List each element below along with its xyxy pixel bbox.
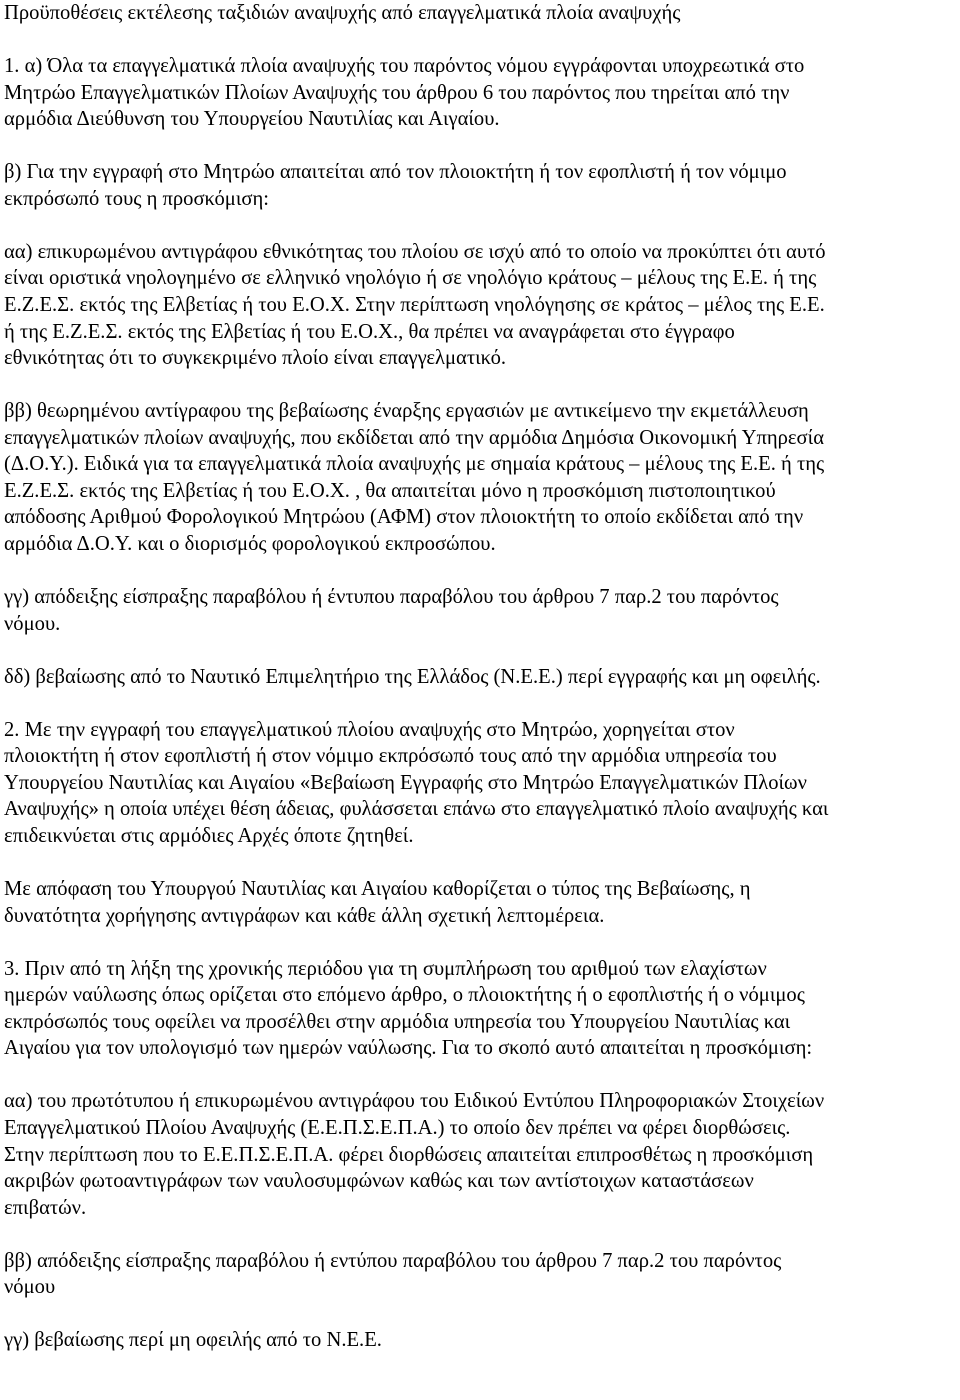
paragraph-dd: [4, 664, 956, 691]
text-line: εκπρόσωπό τους η προσκόμιση:: [4, 187, 269, 210]
text-line: ημερών ναύλωσης όπως ορίζεται στο επόμενο άρθρο, ο πλοιοκτήτης ή ο εφοπλιστής ή ο νόμιμος: [4, 984, 805, 1007]
text-line: εθνικότητας ότι το συγκεκριμένο πλοίο είναι επαγγελματικό.: [4, 347, 507, 370]
text-line: απόδοσης Αριθμού Φορολογικού Μητρώου (ΑΦΜ) στον πλοιοκτήτη το οποίο εκδίδεται από την: [4, 506, 804, 529]
text-line: Με απόφαση του Υπουργού Ναυτιλίας και Αιγαίου καθορίζεται ο τύπος της Βεβαίωσης, η: [4, 877, 751, 900]
text-line: Ε.Ζ.Ε.Σ. εκτός της Ελβετίας ή του Ε.Ο.Χ. , θα απαιτείται μόνο η προσκόμιση πιστοποιητικού: [4, 479, 776, 502]
text-line: νόμου.: [4, 612, 61, 635]
text-line: Υπουργείου Ναυτιλίας και Αιγαίου «Βεβαίωση Εγγραφής στο Μητρώο Επαγγελματικών Πλοίων: [4, 771, 807, 794]
paragraph-3: [4, 956, 956, 1062]
text-line: πλοιοκτήτη ή στον εφοπλιστή ή στον νόμιμο εκπρόσωπό τους από την αρμόδια υπηρεσία του: [4, 745, 777, 768]
paragraph-3-gg: [4, 1327, 956, 1354]
paragraph-gap: [4, 558, 956, 584]
paragraph-gap: [4, 850, 956, 876]
text-line: ή της Ε.Ζ.Ε.Σ. εκτός της Ελβετίας ή του Ε.Ο.Χ., θα πρέπει να αναγράφεται στο έγγραφο: [4, 320, 735, 343]
text-line: Επαγγελματικού Πλοίου Αναψυχής (Ε.Ε.Π.Σ.Ε.Π.Α.) το οποίο δεν πρέπει να φέρει διορθώσεις.: [4, 1116, 791, 1139]
text-line: 1. α) Όλα τα επαγγελματικά πλοία αναψυχής του παρόντος νόμου εγγράφονται υποχρεωτικά στο: [4, 54, 805, 77]
text-line: β) Για την εγγραφή στο Μητρώο απαιτείται από τον πλοιοκτήτη ή τον εφοπλιστή ή τον νόμιμο: [4, 161, 787, 184]
paragraph-3-bb: [4, 1248, 956, 1301]
text-line: επιδεικνύεται στις αρμόδιες Αρχές όποτε ζητηθεί.: [4, 824, 414, 847]
text-line: Στην περίπτωση που το Ε.Ε.Π.Σ.Ε.Π.Α. φέρει διορθώσεις απαιτείται επιπροσθέτως η προσκόμιση: [4, 1143, 814, 1166]
paragraph-gap: [4, 212, 956, 238]
paragraph-gap: [4, 929, 956, 955]
paragraph-decision: [4, 876, 956, 929]
document-page: [4, 0, 956, 1354]
text-line: δυνατότητα χορήγησης αντιγράφων και κάθε άλλη σχετική λεπτομέρεια.: [4, 904, 605, 927]
paragraph-gap: [4, 133, 956, 159]
text-line: 2. Με την εγγραφή του επαγγελματικού πλοίου αναψυχής στο Μητρώο, χορηγείται στον: [4, 718, 735, 741]
paragraph-gap: [4, 1301, 956, 1327]
text-line: 3. Πριν από τη λήξη της χρονικής περιόδου για τη συμπλήρωση του αριθμού των ελαχίστων: [4, 957, 767, 980]
paragraph-gap: [4, 372, 956, 398]
text-line: (Δ.Ο.Υ.). Ειδικά για τα επαγγελματικά πλοία αναψυχής με σημαία κράτους – μέλους της Ε.Ε. ή της: [4, 453, 825, 476]
text-line: ββ) θεωρημένου αντίγραφου της βεβαίωσης έναρξης εργασιών με αντικείμενο την εκμετάλλευση: [4, 400, 809, 423]
paragraph-1a: [4, 53, 956, 133]
text-line: ακριβών φωτοαντιγράφων των ναυλοσυμφώνων καθώς και των αντίστοιχων καταστάσεων: [4, 1170, 754, 1193]
paragraph-3-aa: [4, 1088, 956, 1221]
paragraph-bb: [4, 398, 956, 558]
text-line: αα) του πρωτότυπου ή επικυρωμένου αντιγράφου του Ειδικού Εντύπου Πληροφοριακών Στοιχείων: [4, 1090, 825, 1113]
text-line: γγ) βεβαίωσης περί μη οφειλής από το Ν.Ε.Ε.: [4, 1329, 382, 1352]
paragraph-gap: [4, 637, 956, 663]
paragraph-gap: [4, 1062, 956, 1088]
paragraph-gap: [4, 690, 956, 716]
text-line: Αιγαίου για τον υπολογισμό των ημερών ναύλωσης. Για το σκοπό αυτό απαιτείται η προσκόμιση:: [4, 1037, 813, 1060]
paragraph-gg: [4, 584, 956, 637]
paragraph-1b: [4, 159, 956, 212]
text-line: δδ) βεβαίωσης από το Ναυτικό Επιμελητήριο της Ελλάδος (Ν.Ε.Ε.) περί εγγραφής και μη οφειλής.: [4, 665, 821, 688]
text-line: είναι οριστικά νηολογημένο σε ελληνικό νηολόγιο ή σε νηολόγιο κράτους – μέλους της Ε.Ε. ή της: [4, 267, 817, 290]
text-line: γγ) απόδειξης είσπραξης παραβόλου ή έντυπου παραβόλου του άρθρου 7 παρ.2 του παρόντος: [4, 586, 779, 609]
text-line: νόμου: [4, 1276, 56, 1299]
paragraph-gap: [4, 27, 956, 53]
text-line: επαγγελματικών πλοίων αναψυχής, που εκδίδεται από την αρμόδια Δημόσια Οικονομική Υπηρεσία: [4, 426, 824, 449]
paragraph-2: [4, 717, 956, 850]
text-line: αα) επικυρωμένου αντιγράφου εθνικότητας του πλοίου σε ισχύ από το οποίο να προκύπτει ότι αυτό: [4, 240, 826, 263]
text-line: ββ) απόδειξης είσπραξης παραβόλου ή εντύπου παραβόλου του άρθρου 7 παρ.2 του παρόντος: [4, 1249, 782, 1272]
paragraph-gap: [4, 1221, 956, 1247]
paragraph-aa: [4, 239, 956, 372]
text-line: αρμόδια Δ.Ο.Υ. και ο διορισμός φορολογικού εκπροσώπου.: [4, 533, 496, 556]
text-line: αρμόδια Διεύθυνση του Υπουργείου Ναυτιλίας και Αιγαίου.: [4, 108, 500, 131]
text-line: Μητρώο Επαγγελματικών Πλοίων Αναψυχής του άρθρου 6 του παρόντος που τηρείται από την: [4, 81, 790, 104]
document-title: Προϋποθέσεις εκτέλεσης ταξιδιών αναψυχής από επαγγελματικά πλοία αναψυχής: [4, 2, 681, 24]
text-line: επιβατών.: [4, 1196, 87, 1219]
text-line: εκπρόσωπός τους οφείλει να προσέλθει στην αρμόδια υπηρεσία του Υπουργείου Ναυτιλίας και: [4, 1010, 791, 1033]
text-line: Αναψυχής» η οποία υπέχει θέση άδειας, φυλάσσεται επάνω στο επαγγελματικό πλοίο αναψυχής και: [4, 798, 829, 821]
text-line: Ε.Ζ.Ε.Σ. εκτός της Ελβετίας ή του Ε.Ο.Χ. Στην περίπτωση νηολόγησης σε κράτος – μέλος της Ε.Ε.: [4, 293, 825, 316]
